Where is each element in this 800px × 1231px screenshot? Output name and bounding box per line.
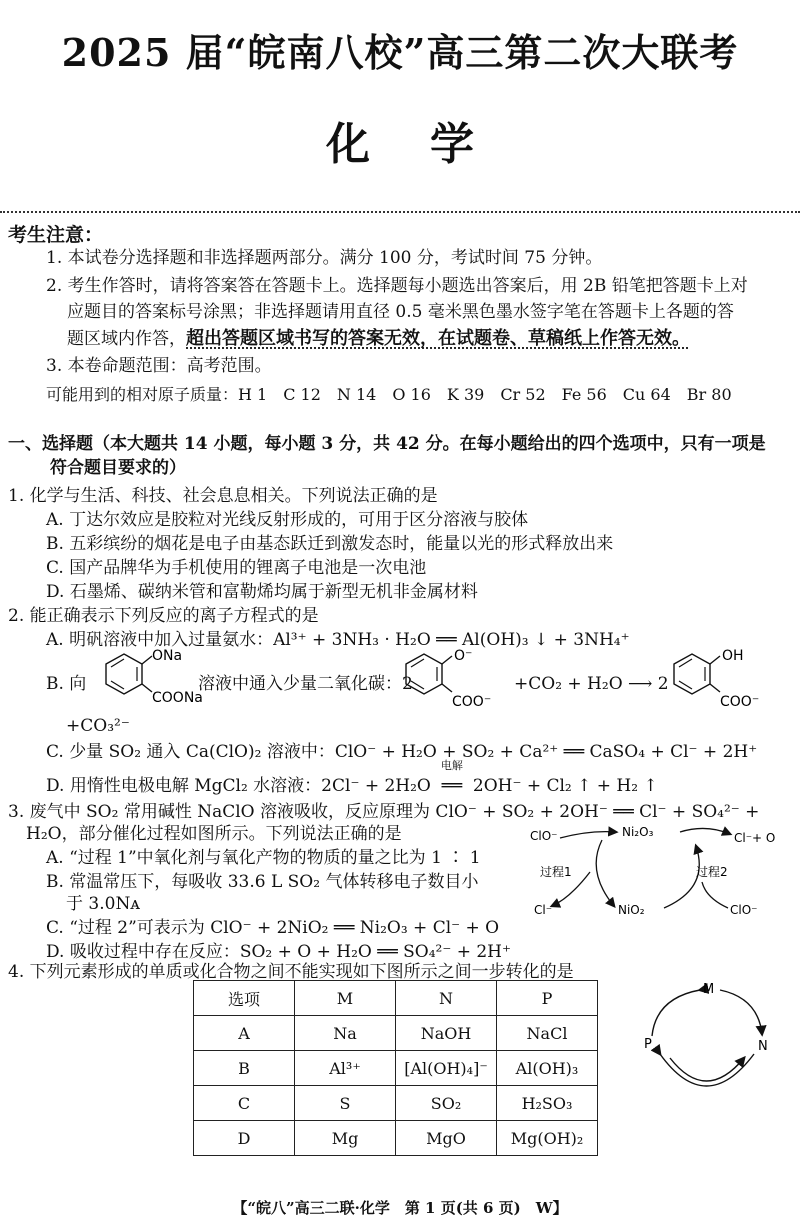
table-cell: Na: [295, 1016, 396, 1051]
q3-diag-clo-top-left: ClO⁻: [530, 829, 558, 843]
table-cell: B: [194, 1051, 295, 1086]
notice-item-2-line-3: [67, 326, 690, 352]
divider: [0, 211, 800, 213]
q1-option-a: A. 丁达尔效应是胶粒对光线反射形成的，可用于区分溶液与胶体: [46, 510, 529, 530]
q4-options-table: [193, 980, 598, 1156]
notice-item-2-line-3-emphasis: 超出答题区域书写的答案无效，在试题卷、草稿纸上作答无效。: [186, 328, 690, 349]
table-cell: C: [194, 1086, 295, 1121]
q2-option-b-plus: +CO₂ + H₂O ⟶ 2: [514, 674, 669, 694]
notice-item-2-line-3-plain: 题区域内作答，: [67, 329, 186, 349]
table-header-cell: N: [396, 981, 497, 1016]
notice-item-2-line-1: 2. 考生作答时，请将答案答在答题卡上。选择题每小题选出答案后，用 2B 铅笔把答题卡上对: [46, 276, 748, 296]
q1-option-d: D. 石墨烯、碳纳米管和富勒烯均属于新型无机非金属材料: [46, 582, 478, 602]
q4-cycle-diagram: [640, 978, 780, 1118]
q2-b-structure-1: [86, 646, 203, 716]
q3-option-b-line-2: 于 3.0Nᴀ: [66, 894, 140, 914]
q3-catalysis-diagram: [530, 818, 790, 928]
table-header-cell: 选项: [194, 981, 295, 1016]
q1-option-c: C. 国产品牌华为手机使用的锂离子电池是一次电池: [46, 558, 427, 578]
q3-diag-process-2: 过程2: [696, 865, 728, 879]
q3-stem-line-1: 3. 废气中 SO₂ 常用碱性 NaClO 溶液吸收，反应原理为 ClO⁻ + SO₂ + 2OH⁻ ══ Cl⁻ + SO₄²⁻ +: [8, 802, 760, 822]
q4-stem: 4. 下列元素形成的单质或化合物之间不能实现如下图所示之间一步转化的是: [8, 962, 574, 982]
exam-title: 2025 届“皖南八校”高三第二次大联考: [61, 30, 739, 75]
q3-option-b-line-1: B. 常温常压下，每吸收 33.6 L SO₂ 气体转移电子数目小: [46, 872, 479, 892]
atomic-mass-line: 可能用到的相对原子质量：H 1 C 12 N 14 O 16 K 39 Cr 52 Fe 56 Cu 64 Br 80: [46, 385, 732, 404]
q2-b-struct3-label-2: COO⁻: [720, 694, 760, 710]
q3-stem-line-2: H₂O，部分催化过程如图所示。下列说法正确的是: [26, 824, 402, 844]
q3-diag-process-1: 过程1: [540, 865, 572, 879]
q1-stem: 1. 化学与生活、科技、社会息息相关。下列说法正确的是: [8, 486, 438, 506]
table-header-cell: P: [497, 981, 598, 1016]
q2-option-d-left: D. 用惰性电极电解 MgCl₂ 水溶液：2Cl⁻ + 2H₂O: [46, 776, 431, 796]
q2-b-structure-2: [396, 646, 506, 716]
notice-item-3: 3. 本卷命题范围：高考范围。: [46, 356, 272, 376]
q2-option-d-right: 2OH⁻ + Cl₂ ↑ + H₂ ↑: [472, 776, 658, 796]
q2-b-structure-3: [664, 646, 784, 716]
q1-option-b: B. 五彩缤纷的烟花是电子由基态跃迁到激发态时，能量以光的形式释放出来: [46, 534, 614, 554]
q2-b-struct2-label-1: O⁻: [454, 648, 473, 664]
table-header-row: [194, 981, 598, 1016]
page-footer: 【“皖八”高三二联·化学 第 1 页(共 6 页) W】: [232, 1199, 568, 1217]
q2-b-struct2-label-2: COO⁻: [452, 694, 492, 710]
q3-option-a: A. “过程 1”中氧化剂与氧化产物的物质的量之比为 1 ∶ 1: [46, 848, 481, 868]
table-cell: S: [295, 1086, 396, 1121]
table-cell: SO₂: [396, 1086, 497, 1121]
table-cell: NaCl: [497, 1016, 598, 1051]
notice-heading: 考生注意：: [8, 224, 104, 246]
q3-diag-cl-o: Cl⁻+ O: [734, 831, 776, 845]
table-cell: Al(OH)₃: [497, 1051, 598, 1086]
q4-diag-m: M: [703, 982, 715, 997]
table-cell: D: [194, 1121, 295, 1156]
q3-diag-clo-bottom-right: ClO⁻: [730, 903, 758, 917]
table-cell: H₂SO₃: [497, 1086, 598, 1121]
q3-diag-nio2: NiO₂: [618, 903, 645, 917]
q2-b-struct1-label-1: ONa: [152, 648, 183, 664]
q2-option-b-tail: +CO₃²⁻: [66, 716, 130, 736]
q2-stem: 2. 能正确表示下列反应的离子方程式的是: [8, 606, 319, 626]
q2-option-d-condition: 电解: [440, 759, 463, 772]
subject-title: 化学: [326, 119, 534, 170]
table-cell: Mg(OH)₂: [497, 1121, 598, 1156]
q2-b-struct1-label-2: COONa: [152, 690, 203, 706]
q2-option-b-middle: 溶液中通入少量二氧化碳：2: [198, 674, 413, 694]
q2-b-struct3-label-1: OH: [722, 648, 744, 664]
notice-item-2-line-2: 应题目的答案标号涂黑；非选择题请用直径 0.5 毫米黑色墨水签字笔在答题卡上各题的答: [67, 302, 734, 322]
section-heading-line-2: 符合题目要求的）: [50, 458, 186, 478]
q2-option-a: A. 明矾溶液中加入过量氨水：Al³⁺ + 3NH₃ · H₂O ══ Al(OH)₃ ↓ + 3NH₄⁺: [46, 630, 630, 650]
section-heading-line-1: 一、选择题（本大题共 14 小题，每小题 3 分，共 42 分。在每小题给出的四个选项中，只有一项是: [8, 434, 766, 454]
table-row: [194, 1121, 598, 1156]
q3-diag-cl-bottom-left: Cl⁻: [534, 903, 553, 917]
table-cell: MgO: [396, 1121, 497, 1156]
q2-option-b-prefix: B. 向: [46, 674, 87, 694]
notice-item-1: 1. 本试卷分选择题和非选择题两部分。满分 100 分，考试时间 75 分钟。: [46, 248, 603, 268]
table-cell: Mg: [295, 1121, 396, 1156]
q4-diag-n: N: [758, 1039, 768, 1054]
table-cell: [Al(OH)₄]⁻: [396, 1051, 497, 1086]
q3-diag-ni2o3: Ni₂O₃: [622, 825, 654, 839]
table-cell: A: [194, 1016, 295, 1051]
table-row: [194, 1051, 598, 1086]
q4-diag-p: P: [644, 1037, 652, 1052]
table-row: [194, 1016, 598, 1051]
table-cell: Al³⁺: [295, 1051, 396, 1086]
q3-option-d: D. 吸收过程中存在反应：SO₂ + O + H₂O ══ SO₄²⁻ + 2H⁺: [46, 942, 511, 962]
q3-option-c: C. “过程 2”可表示为 ClO⁻ + 2NiO₂ ══ Ni₂O₃ + Cl⁻ + O: [46, 918, 500, 938]
table-cell: NaOH: [396, 1016, 497, 1051]
q2-option-c: C. 少量 SO₂ 通入 Ca(ClO)₂ 溶液中：ClO⁻ + H₂O + SO₂ + Ca²⁺ ══ CaSO₄ + Cl⁻ + 2H⁺: [46, 742, 758, 762]
table-header-cell: M: [295, 981, 396, 1016]
q2-option-d: [46, 759, 658, 799]
table-row: [194, 1086, 598, 1121]
q2-option-d-condition-arrow: 电解 ══: [431, 774, 473, 799]
